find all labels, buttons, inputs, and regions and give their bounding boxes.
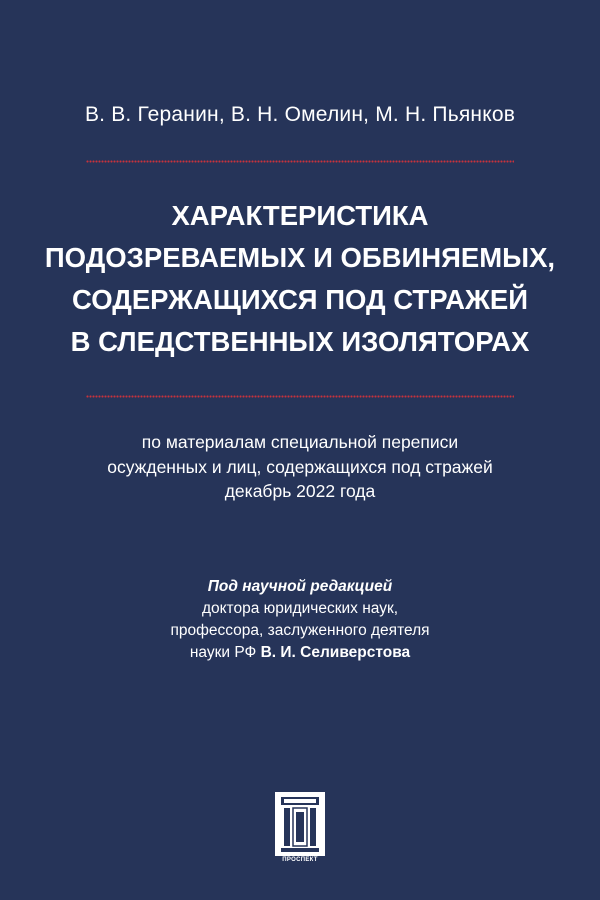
subtitle-line: осужденных и лиц, содержащихся под стражей: [107, 456, 493, 477]
editor-line: профессора, заслуженного деятеля: [170, 622, 430, 639]
title-line: ПОДОЗРЕВАЕМЫХ И ОБВИНЯЕМЫХ,: [44, 242, 556, 273]
editor-name: В. И. Селиверстова: [260, 644, 411, 661]
book-subtitle: [30, 430, 570, 504]
book-title: [30, 195, 570, 363]
editor-line-prefix: науки РФ: [189, 644, 261, 661]
editor-line: доктора юридических наук,: [201, 600, 399, 617]
title-line: ХАРАКТЕРИСТИКА: [171, 200, 429, 231]
authors: В. В. Геранин, В. Н. Омелин, М. Н. Пьянков: [84, 103, 516, 126]
editor-block: [30, 576, 570, 664]
editor-line: [30, 642, 570, 664]
bottom-dotted-divider: [86, 395, 514, 398]
subtitle-line: декабрь 2022 года: [224, 481, 376, 501]
publisher-logo-icon: [275, 792, 325, 862]
editor-heading: Под научной редакцией: [207, 578, 393, 595]
title-line: В СЛЕДСТВЕННЫХ ИЗОЛЯТОРАХ: [70, 326, 530, 357]
subtitle-line: по материалам специальной переписи: [141, 432, 459, 452]
publisher-name: ПРОСПЕКТ: [282, 857, 318, 863]
top-dotted-divider: [86, 160, 514, 163]
title-line: СОДЕРЖАЩИХСЯ ПОД СТРАЖЕЙ: [72, 284, 528, 315]
